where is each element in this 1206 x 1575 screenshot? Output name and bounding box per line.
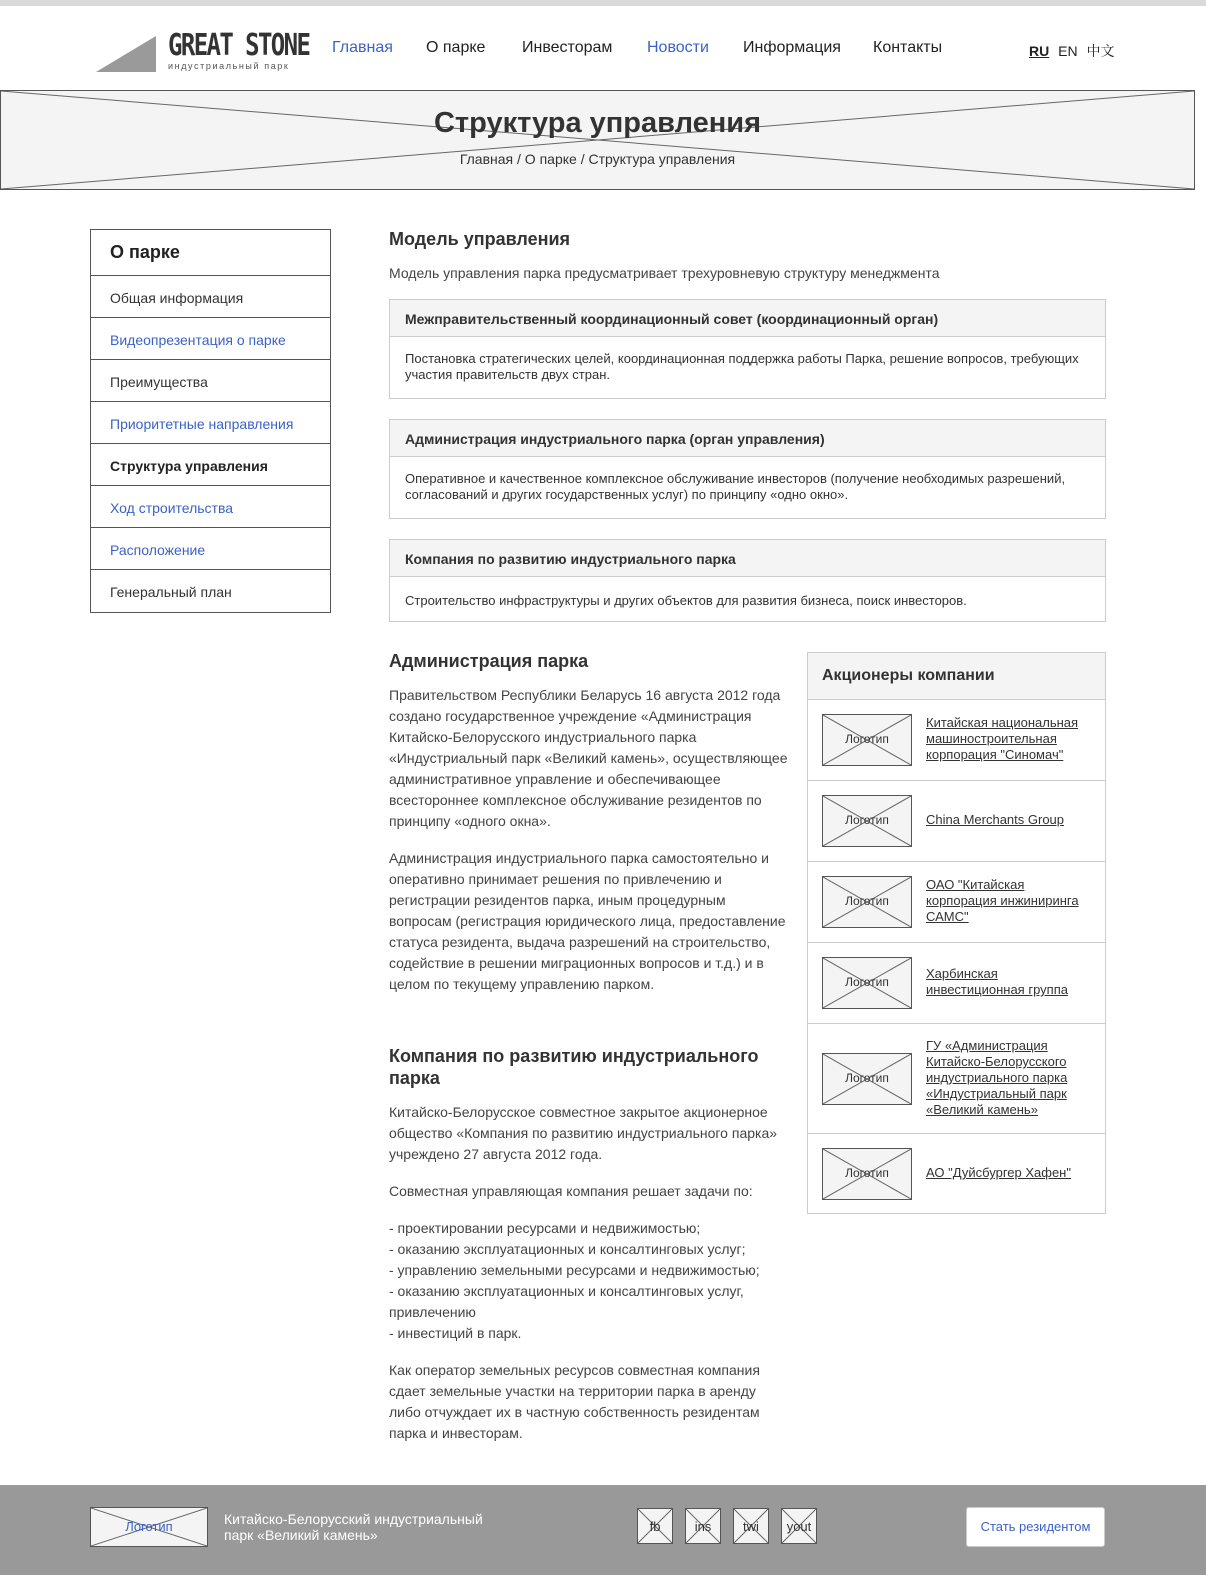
shareholder-link[interactable]: ГУ «Администрация Китайско-Белорусского индустриального парка «Индустриальный парк «Великий камень» bbox=[926, 1038, 1068, 1117]
company-paragraph: Китайско-Белорусское совместное закрытое акционерное общество «Компания по развитию индустриального парка» учреждено 27 августа 2012 года. bbox=[389, 1104, 778, 1162]
level-title: Компания по развитию индустриального парка bbox=[390, 540, 1105, 577]
shareholder-link[interactable]: Китайская национальная машиностроительная корпорация "Синомач" bbox=[926, 715, 1079, 762]
management-model bbox=[389, 229, 1106, 608]
nav-news[interactable]: Новости bbox=[647, 39, 709, 56]
list-item: - проектировании ресурсами и недвижимостью; bbox=[389, 1220, 701, 1236]
sidebar-item-video[interactable]: Видеопрезентация о парке bbox=[91, 318, 330, 360]
list-item bbox=[808, 1134, 1105, 1213]
language-switcher bbox=[1029, 41, 1119, 61]
become-resident-button[interactable]: Стать резидентом bbox=[966, 1507, 1105, 1547]
level-title: Межправительственный координационный совет (координационный орган) bbox=[390, 300, 1105, 337]
nav-contacts[interactable]: Контакты bbox=[873, 39, 943, 56]
logo-placeholder bbox=[822, 1053, 912, 1105]
company-heading: Компания по развитию индустриального парка bbox=[389, 1046, 759, 1088]
company-paragraph: Совместная управляющая компания решает задачи по: bbox=[389, 1183, 753, 1199]
list-item: - управлению земельными ресурсами и недвижимостью; bbox=[389, 1262, 760, 1278]
lang-ru[interactable]: RU bbox=[1029, 43, 1050, 59]
shareholder-link[interactable]: АО "Дуйсбургер Хафен" bbox=[926, 1165, 1071, 1180]
sidebar bbox=[90, 229, 331, 613]
logo-placeholder bbox=[822, 1148, 912, 1200]
sidebar-item-priorities[interactable]: Приоритетные направления bbox=[91, 402, 330, 444]
page-title: Структура управления bbox=[433, 107, 762, 139]
logo-label: Логотип bbox=[845, 732, 889, 746]
list-item bbox=[808, 781, 1105, 862]
logo-placeholder bbox=[822, 795, 912, 847]
site-header bbox=[0, 6, 1206, 90]
logo-triangle-icon bbox=[96, 36, 156, 72]
level-text: Строительство инфраструктуры и других объектов для развития бизнеса, поиск инвесторов. bbox=[405, 593, 967, 608]
sidebar-item-general[interactable]: Общая информация bbox=[91, 276, 330, 318]
logo-label: Логотип bbox=[845, 975, 889, 989]
logo-label: Логотип bbox=[845, 894, 889, 908]
instagram-icon[interactable] bbox=[685, 1508, 721, 1544]
level-text: Оперативное и качественное комплексное обслуживание инвесторов (получение необходимых разрешений, согласований и других государственных услуг) по принципу «одно окно». bbox=[405, 471, 1066, 502]
shareholder-link[interactable]: China Merchants Group bbox=[926, 812, 1065, 827]
list-item bbox=[808, 943, 1105, 1024]
list-item bbox=[808, 862, 1105, 943]
company-section bbox=[389, 1045, 779, 1444]
nav-home[interactable]: Главная bbox=[332, 39, 393, 56]
facebook-icon[interactable] bbox=[637, 1508, 673, 1544]
social-label: ins bbox=[694, 1519, 712, 1534]
company-tasks-list bbox=[389, 1218, 779, 1344]
logo-label: Логотип bbox=[845, 813, 889, 827]
footer-park-name: Китайско-Белорусский индустриальный парк «Великий камень» bbox=[224, 1511, 483, 1543]
lang-zh[interactable]: 中文 bbox=[1086, 43, 1115, 59]
admin-paragraph: Администрация индустриального парка самостоятельно и оперативно принимает решения по привлечению и регистрации резидентов парка, иным процедурным вопросам (регистрация юридического лица, предоставление статуса резидента, выдача разрешений на строительство, содействие в решении миграционных вопросов и т.д.) и в целом по текущему управлению парком. bbox=[389, 850, 786, 992]
shareholder-link[interactable]: ОАО "Китайская корпорация инжиниринга САМС" bbox=[926, 877, 1079, 924]
nav-info[interactable]: Информация bbox=[743, 39, 841, 56]
sidebar-title: О парке bbox=[91, 230, 330, 276]
list-item: - оказанию эксплуатационных и консалтинговых услуг, привлечению bbox=[389, 1283, 744, 1320]
shareholders-heading: Акционеры компании bbox=[808, 653, 1105, 700]
list-item: - оказанию эксплуатационных и консалтинговых услуг; bbox=[389, 1241, 746, 1257]
nav-investors[interactable]: Инвесторам bbox=[522, 39, 613, 56]
site-footer bbox=[0, 1485, 1206, 1575]
sidebar-item-advantages[interactable]: Преимущества bbox=[91, 360, 330, 402]
footer-logo[interactable] bbox=[90, 1507, 208, 1547]
level-text: Постановка стратегических целей, координационная поддержка работы Парка, решение вопросов, требующих участия правительств двух стран. bbox=[405, 351, 1079, 382]
level-card bbox=[389, 539, 1106, 622]
youtube-icon[interactable] bbox=[781, 1508, 817, 1544]
twitter-icon[interactable] bbox=[733, 1508, 769, 1544]
admin-section bbox=[389, 651, 789, 995]
shareholder-link[interactable]: Харбинская инвестиционная группа bbox=[926, 966, 1068, 997]
admin-paragraph: Правительством Республики Беларусь 16 августа 2012 года создано государственное учреждение «Администрация Китайско-Белорусского индустриального парка «Индустриальный парк «Великий камень», осуществляющее административное управление и обеспечивающее всестороннее комплексное обслуживание резидентов по принципу «одного окна». bbox=[389, 687, 788, 829]
logo-placeholder bbox=[822, 957, 912, 1009]
sidebar-item-location[interactable]: Расположение bbox=[91, 528, 330, 570]
shareholders-panel bbox=[807, 652, 1106, 1214]
hero-image-placeholder bbox=[1, 91, 1194, 189]
company-paragraph: Как оператор земельных ресурсов совместная компания сдает земельные участки на территории парка в аренду либо отчуждает их в частную собственность резидентам парка и инвесторам. bbox=[389, 1362, 760, 1441]
breadcrumb: Главная / О парке / Структура управления bbox=[459, 151, 736, 167]
lang-en[interactable]: EN bbox=[1058, 43, 1078, 59]
social-label: yout bbox=[786, 1519, 812, 1534]
social-label: twi bbox=[743, 1519, 759, 1534]
sidebar-item-master-plan[interactable]: Генеральный план bbox=[110, 584, 232, 600]
nav-about[interactable]: О парке bbox=[426, 39, 486, 56]
level-card bbox=[389, 299, 1106, 399]
logo-title: GREAT STONE bbox=[168, 28, 310, 63]
logo-label: Логотип bbox=[845, 1071, 889, 1085]
list-item: - инвестиций в парк. bbox=[389, 1325, 522, 1341]
logo-subtitle: индустриальный парк bbox=[168, 61, 290, 71]
sidebar-item-construction[interactable]: Ход строительства bbox=[91, 486, 330, 528]
model-heading: Модель управления bbox=[389, 229, 571, 249]
list-item bbox=[808, 700, 1105, 781]
admin-heading: Администрация парка bbox=[389, 651, 589, 671]
sidebar-item-structure[interactable]: Структура управления bbox=[91, 444, 330, 486]
logo-placeholder bbox=[822, 876, 912, 928]
social-label: fb bbox=[649, 1519, 661, 1534]
level-card bbox=[389, 419, 1106, 519]
site-logo[interactable] bbox=[96, 30, 308, 70]
logo-placeholder bbox=[822, 714, 912, 766]
list-item bbox=[808, 1024, 1105, 1134]
level-title: Администрация индустриального парка (орган управления) bbox=[390, 420, 1105, 457]
model-intro: Модель управления парка предусматривает трехуровневую структуру менеджмента bbox=[389, 265, 940, 281]
logo-label: Логотип bbox=[845, 1166, 889, 1180]
page-hero bbox=[0, 90, 1195, 190]
footer-logo-label: Логотип bbox=[125, 1519, 173, 1534]
